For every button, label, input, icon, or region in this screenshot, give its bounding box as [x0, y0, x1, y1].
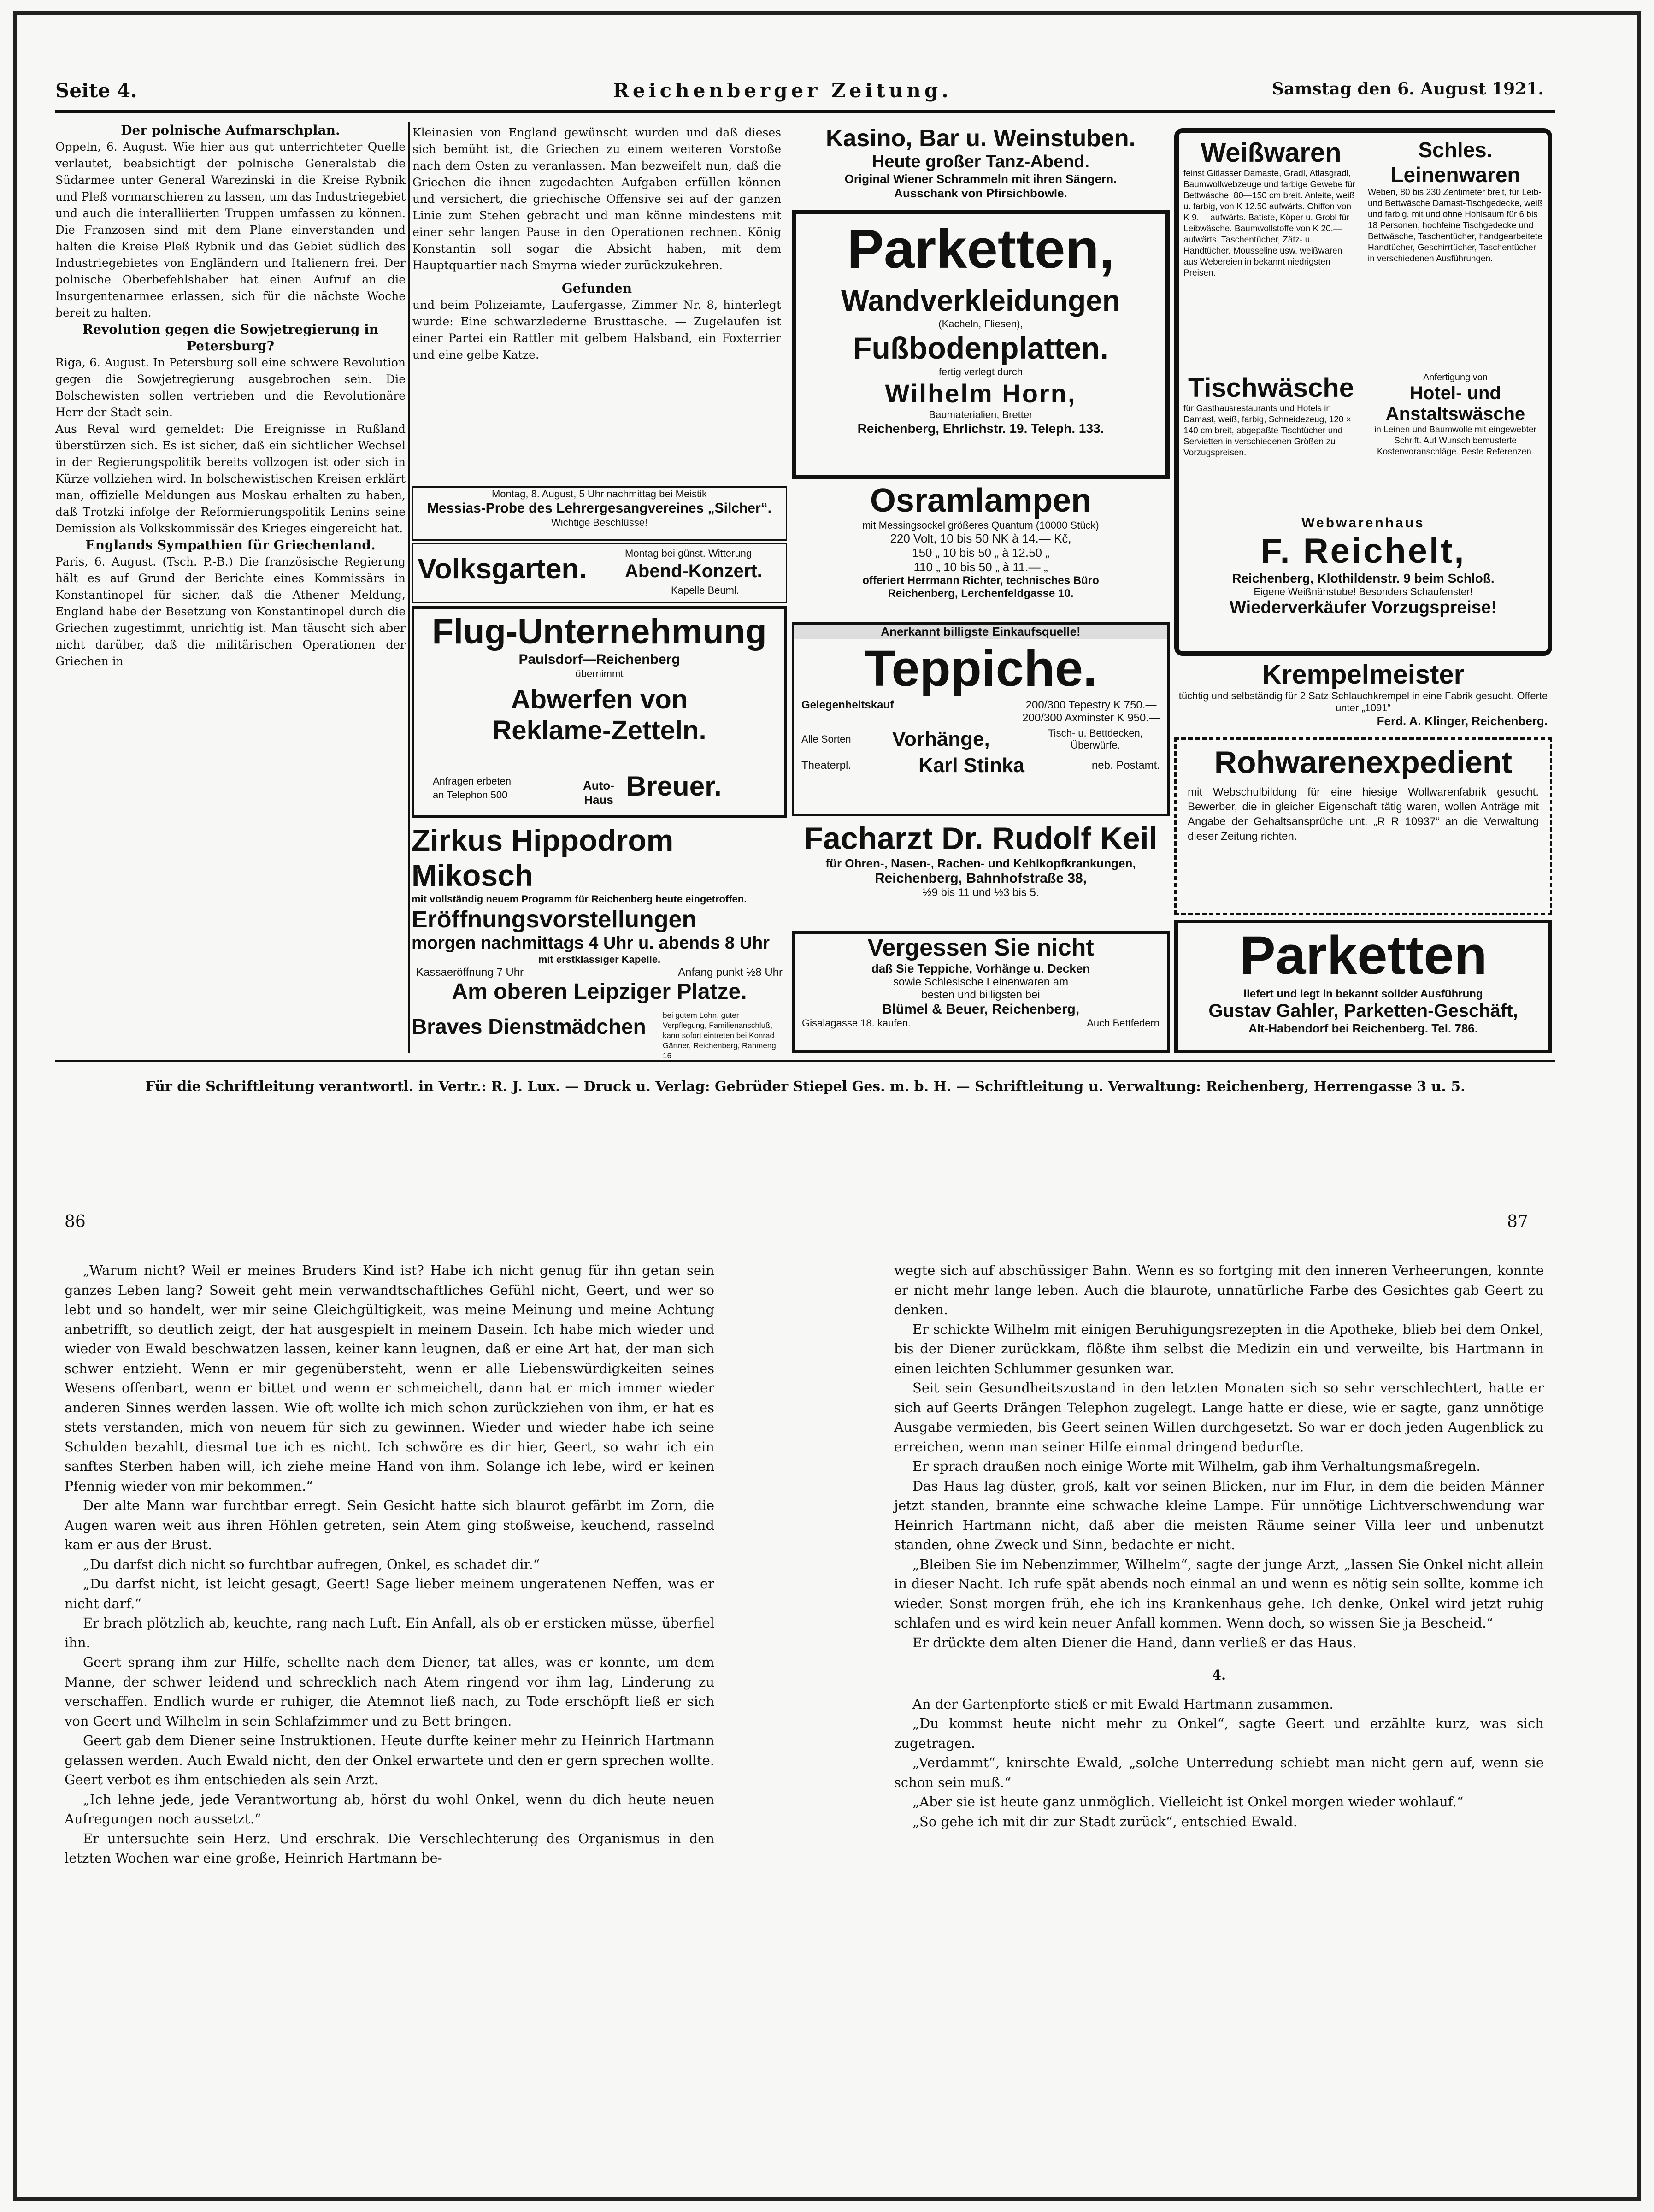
ad-text: Eröffnungsvorstellungen	[412, 906, 697, 933]
ad-parketten-horn	[792, 210, 1170, 479]
ad-text: Fußbodenplatten.	[853, 331, 1108, 365]
ad-osramlampen	[792, 482, 1170, 620]
ad-text: tüchtig und selbständig für 2 Satz Schlauchkrempel in eine Fabrik gesucht. Offerte unter „1091“	[1178, 690, 1548, 714]
news-column-1	[55, 122, 406, 670]
ad-text: Am oberen Leipziger Platze.	[452, 979, 747, 1004]
ad-text: Abend-Konzert.	[625, 561, 762, 581]
ad-text: mit Messingsockel größeres Quantum (10000 Stück)	[862, 519, 1099, 531]
ad-title: Zirkus Hippodrom Mikosch	[412, 823, 674, 892]
ad-leinenwaren	[1368, 137, 1543, 368]
ad-title: Parketten,	[847, 218, 1115, 280]
ad-rohwarenexpedient	[1174, 737, 1552, 915]
ad-text: Original Wiener Schrammeln mit ihren Sängern.	[844, 172, 1117, 186]
ad-text: daß Sie Teppiche, Vorhänge u. Decken	[871, 961, 1090, 975]
headline-gefunden: Gefunden	[561, 281, 632, 296]
chapter-number: 4.	[1212, 1667, 1226, 1683]
novel-paragraph: „Bleiben Sie im Nebenzimmer, Wilhelm“, sagte der junge Arzt, „lassen Sie Onkel nicht allein in dieser Nacht. Ich rufe spät abends noch einmal an und wenn es nötig sein sollte, komme ich wieder. Sonst morgen früh, ehe ich ins Krankenhaus gehe. Ich denke, Onkel wird jetzt ruhig schlafen und es wird kein neuer Anfall kommen. Wenn doch, so wissen Sie ja Bescheid.“	[894, 1556, 1544, 1631]
ad-title: Weißwaren	[1201, 138, 1342, 168]
ad-hotelwaesche	[1368, 372, 1543, 511]
ad-text: Alt-Habendorf bei Reichenberg. Tel. 786.	[1248, 1021, 1478, 1035]
ad-text: Karl Stinka	[918, 754, 1024, 777]
ad-text: Breuer.	[626, 771, 722, 802]
imprint: Für die Schriftleitung verantwortl. in Vertr.: R. J. Lux. — Druck u. Verlag: Gebrüder Stiepel Ges. m. b. H. — Schriftleitung u. Verwaltung: Reichenberg, Herrengasse 3 u. 5.	[145, 1079, 1466, 1095]
ad-tischwaesche	[1183, 372, 1359, 511]
ad-text: neb. Postamt.	[1091, 759, 1160, 772]
headline-polish-plan: Der polnische Aufmarschplan.	[121, 123, 340, 138]
ad-text: Ferd. A. Klinger, Reichenberg.	[1377, 714, 1548, 728]
ad-text: Anfertigung von	[1423, 372, 1488, 383]
ad-text: bei gutem Lohn, guter Verpflegung, Familienanschluß, kann sofort eintreten bei Konrad Gärtner, Reichenberg, Rahmeng. 16	[663, 1011, 778, 1060]
ad-reichelt	[1183, 515, 1543, 640]
page-number-right: 87	[1507, 1212, 1528, 1231]
ad-title: Parketten	[1239, 925, 1487, 986]
ad-text: 200/300 Axminster K 950.—	[1022, 712, 1160, 724]
ad-text: Weben, 80 bis 230 Zentimeter breit, für Leib- und Bettwäsche Damast-Tischgedecke, weiß und farbig, mit und ohne Hohlsaum für 6 bis 18 Personen, hochfeine Tischgedecke und Bettwäsche, Taschentücher, handgearbeitete Handtücher, Geschirrtücher, Taschentücher in verschiedenen Ausführungen.	[1368, 188, 1543, 264]
ad-text: Montag, 8. August, 5 Uhr nachmittag bei Meistik	[491, 488, 707, 500]
novel-paragraph: An der Gartenpforte stieß er mit Ewald Hartmann zusammen.	[912, 1696, 1334, 1712]
ad-text: Reichenberg, Klothildenstr. 9 beim Schloß.	[1232, 571, 1495, 585]
ad-text: Wandverkleidungen	[841, 284, 1120, 317]
ad-flug-unternehmung	[412, 606, 787, 818]
article-text: Paris, 6. August. (Tsch. P.-B.) Die französische Regierung hält es auf Grund der Berichte eines Kommissärs in Konstantinopel für sicher, daß die Athener Meldung, England habe der Besetzung von Konstantinopel durch die Griechen zugestimmt, unrichtig ist. Man täuscht sich aber nicht darüber, daß die militärischen Operationen der Griechen in	[55, 555, 406, 668]
ad-text: Montag bei günst. Witterung	[625, 548, 752, 559]
ad-weisswaren	[1183, 137, 1359, 368]
ad-dienstmaedchen	[412, 1009, 787, 1060]
ad-title: Volksgarten.	[418, 553, 587, 585]
ad-title: Hotel- und Anstaltswäsche	[1385, 383, 1525, 424]
ad-teppiche	[792, 622, 1170, 816]
ad-text: Webwarenhaus	[1301, 515, 1425, 531]
ad-text: Anfang punkt ½8 Uhr	[678, 966, 783, 979]
ad-text: Reichenberg, Lerchenfeldgasse 10.	[888, 587, 1074, 600]
header-rule	[55, 110, 1555, 113]
ad-text: mit vollständig neuem Programm für Reichenberg heute eingetroffen.	[412, 893, 747, 905]
novel-paragraph: Er sprach draußen noch einige Worte mit Wilhelm, gab ihm Verhaltungsmaßregeln.	[912, 1458, 1481, 1474]
ad-text: sowie Schlesische Leinenwaren am	[893, 976, 1069, 988]
ad-text: offeriert Herrmann Richter, technisches Büro	[862, 574, 1099, 587]
ad-text: Heute großer Tanz-Abend.	[871, 152, 1090, 171]
ad-text: Wiederverkäufer Vorzugspreise!	[1230, 598, 1497, 617]
novel-paragraph: Das Haus lag düster, groß, kalt vor seinen Blicken, nur im Flur, in dem die beiden Männer jetzt standen, brannte eine schwache kleine Lampe. Für unnötige Lichtverschwendung war Heinrich Hartmann nicht, daß aber die meisten Räume seiner Villa leer und unbenutzt standen, ohne Zweck und Sinn, bedachte er nicht.	[894, 1478, 1544, 1552]
ad-text: morgen nachmittags 4 Uhr u. abends 8 Uhr	[412, 933, 770, 953]
ad-text: Baumaterialien, Bretter	[929, 409, 1033, 420]
ad-text: Vorhänge,	[892, 728, 990, 750]
ad-volksgarten	[412, 543, 787, 603]
ad-text: feinst Gitlasser Damaste, Gradl, Atlasgradl, Baumwollwebzeuge und farbige Gewebe für Bettwäsche, 80—150 cm breit. Anleite, weiß u. farbig, von K 12.50 aufwärts. Chiffon von K 9.— aufwärts. Batiste, Köper u. Grobl für Leibwäsche. Baumwollstoffe von K 20.— aufwärts. Taschentücher, Zätz- u. Handtücher. Mousseline usw. weißwaren aus Webereien in bekannt niedrigsten Preisen.	[1183, 169, 1355, 278]
ad-text: Reklame-Zetteln.	[492, 715, 706, 745]
ad-text: ½9 bis 11 und ½3 bis 5.	[922, 886, 1039, 899]
ad-zirkus	[412, 823, 787, 1007]
novel-paragraph: Er untersuchte sein Herz. Und erschrak. Die Verschlechterung des Organismus in den letzten Wochen war eine große, Heinrich Hartmann be-	[65, 1830, 714, 1866]
headline-england-greece: Englands Sympathien für Griechenland.	[85, 537, 376, 553]
novel-paragraph: „Du kommst heute nicht mehr zu Onkel“, sagte Geert und erzählte kurz, was sich zugetragen.	[894, 1716, 1544, 1751]
page-number-left: 86	[65, 1212, 86, 1231]
column-rule	[408, 122, 410, 1053]
ad-text: Ausschank von Pfirsichbowle.	[894, 186, 1067, 200]
ad-text: mit Webschulbildung für eine hiesige Wollwarenfabrik gesucht. Bewerber, die in gleicher Eigenschaft tätig waren, wollen Anträge mit Angabe der Gehaltsansprüche unt. „R R 10937“ an die Verwaltung dieser Zeitung richten.	[1188, 786, 1539, 843]
ad-title: Tischwäsche	[1188, 373, 1354, 403]
ad-text: 110 „ 10 bis 50 „ à 11.— „	[913, 560, 1048, 574]
article-text: Kleinasien von England gewünscht wurden und daß dieses sich bemüht ist, die Griechen zu einem weiteren Vorstoße nach dem Osten zu veranlassen. Man bezweifelt nun, daß die Griechen die ihnen zugedachten Aufgaben erfüllen können und versichert, die griechische Offensive sei auf der ganzen Linie zum Stehen gebracht und man könne mindestens mit einer sehr langen Pause in den Operationen rechnen. König Konstantin soll sogar die Absicht haben, mit dem Hauptquartier nach Smyrna wieder zurückzukehren.	[412, 126, 781, 272]
novel-page-right	[894, 1261, 1544, 1831]
ad-text: Gelegenheitskauf	[801, 699, 894, 711]
ad-text: für Gasthausrestaurants und Hotels in Damast, weiß, farbig, Schneidezeug, 120 × 140 cm breit, abgepaßte Tischtücher und Servietten in verschiedenen Größen zu Vorzugspreisen.	[1183, 404, 1351, 458]
ad-parketten-gahler	[1174, 920, 1552, 1053]
ad-text: mit erstklassiger Kapelle.	[538, 954, 661, 965]
ad-messias	[412, 486, 787, 541]
ad-facharzt	[792, 820, 1170, 926]
ad-krempelmeister	[1174, 659, 1552, 733]
ad-vergessen	[792, 931, 1170, 1053]
headline-revolution: Revolution gegen die Sowjetregierung in Petersburg?	[82, 322, 379, 354]
ad-text: 220 Volt, 10 bis 50 NK à 14.— Kč,	[890, 531, 1071, 545]
ad-text: besten und billigsten bei	[921, 989, 1040, 1001]
ad-text: Anfragen erbeten	[433, 775, 512, 787]
ad-text: Auto-Haus	[583, 779, 614, 807]
ad-title: Facharzt Dr. Rudolf Keil	[804, 821, 1158, 856]
ad-title: Messias-Probe des Lehrergesangvereines „Silcher“.	[427, 501, 771, 516]
ad-title: F. Reichelt,	[1260, 531, 1466, 571]
ad-text: in Leinen und Baumwolle mit eingewebter Schrift. Auf Wunsch bemusterte Kostenvoranschläge. Beste Referenzen.	[1374, 425, 1536, 457]
ad-text: Paulsdorf—Reichenberg	[518, 652, 680, 667]
ad-text: Abwerfen von	[511, 684, 688, 714]
novel-paragraph: Der alte Mann war furchtbar erregt. Sein Gesicht hatte sich blaurot gefärbt im Zorn, die Augen waren weit aus ihren Höhlen getreten, sein Atem ging stoßweise, keuchend, rasselnd kam er aus der Brust.	[65, 1498, 714, 1552]
ad-text: Anerkannt billigste Einkaufsquelle!	[794, 625, 1167, 639]
news-column-2	[412, 124, 781, 363]
page-label: Seite 4.	[55, 79, 137, 102]
article-text: und beim Polizeiamte, Laufergasse, Zimmer Nr. 8, hinterlegt wurde: Eine schwarzlederne Brusttasche. — Zugelaufen ist einer Partei ein Rattler mit gelbem Halsband, ein Foxterrier und eine gelbe Katze.	[412, 298, 781, 361]
ad-text: Kapelle Beuml.	[671, 584, 739, 596]
ad-text: Reichenberg, Bahnhofstraße 38,	[874, 871, 1087, 886]
ad-text: Gustav Gahler, Parketten-Geschäft,	[1208, 1001, 1518, 1021]
ad-title: Osramlampen	[870, 482, 1092, 519]
ad-text: Gisalagasse 18. kaufen.	[802, 1017, 911, 1029]
ad-text: 150 „ 10 bis 50 „ à 12.50 „	[912, 546, 1049, 560]
novel-paragraph: Er drückte dem alten Diener die Hand, dann verließ er das Haus.	[912, 1634, 1357, 1651]
ad-text: Reichenberg, Ehrlichstr. 19. Teleph. 133.	[857, 421, 1104, 436]
ad-text: Blümel & Beuer, Reichenberg,	[882, 1002, 1080, 1017]
ad-text: an Telephon 500	[433, 789, 508, 801]
novel-paragraph: Er brach plötzlich ab, keuchte, rang nach Luft. Ein Anfall, als ob er ersticken müsse, überfiel ihn.	[65, 1615, 714, 1651]
novel-paragraph: Seit sein Gesundheitszustand in den letzten Monaten sich so sehr verschlechtert, hatte er sich auf Geerts Drängen Telephon zugelegt. Lange hatte er diese, wie er sagte, ganz unnötige Ausgabe vermieden, bis Geert seinen Willen durchgesetzt. So war er doch jeden Augenblick zu erreichen, wenn man seiner Hilfe einmal dringend bedurfte.	[894, 1380, 1544, 1455]
novel-paragraph: Geert sprang ihm zur Hilfe, schellte nach dem Diener, tat alles, was er konnte, um dem Manne, der schwer leidend und schrecklich nach Atem ringend vor ihm lag, Linderung zu verschaffen. Endlich wurde er ruhiger, die Atemnot ließ nach, zu Tode erschöpft ließ er sich von Geert und Wilhelm in sein Schlafzimmer und zu Bett bringen.	[65, 1654, 714, 1729]
article-text: Oppeln, 6. August. Wie hier aus gut unterrichteter Quelle verlautet, beabsichtigt der polnische Generalstab die Südarmee unter General Warezinski in die Kreise Rybnik und Pleß vormarschieren zu lassen, um das Industriegebiet und auch die interalliierten Truppen umfassen zu können. Die Franzosen sind mit dem Plane einverstanden und halten die Kreise Pleß Rybnik und das Gebiet südlich des Industriegebietes von Engländern und Italienern frei. Der polnische Oberbefehlshaber hat einen Aufruf an die Insurgentenarmee erlassen, sich für die nächste Woche bereit zu halten.	[55, 140, 406, 319]
ad-title: Flug-Unternehmung	[432, 612, 767, 651]
novel-paragraph: „Ich lehne jede, jede Verantwortung ab, hörst du wohl Onkel, wenn du dich heute neuen Aufregungen noch aussetzt.“	[65, 1791, 714, 1827]
issue-date: Samstag den 6. August 1921.	[1272, 79, 1544, 99]
novel-paragraph: Er schickte Wilhelm mit einigen Beruhigungsrezepten in die Apotheke, blieb bei dem Onkel, bis der Diener zurückkam, flößte ihm selbst die Medizin ein und verweilte, bis Hartmann in einen leichten Schlummer gesunken war.	[894, 1321, 1544, 1376]
ad-text: fertig verlegt durch	[938, 366, 1023, 378]
ad-text: liefert und legt in bekannt solider Ausführung	[1243, 988, 1483, 1000]
ad-text: Theaterpl.	[801, 759, 852, 772]
ad-title: Teppiche.	[864, 640, 1097, 697]
ad-title: Krempelmeister	[1262, 660, 1465, 690]
ad-text: Kassaeröffnung 7 Uhr	[416, 966, 524, 979]
ad-title: Rohwarenexpedient	[1214, 745, 1513, 780]
ad-kasino	[792, 124, 1170, 207]
novel-paragraph: „So gehe ich mit dir zur Stadt zurück“, entschied Ewald.	[912, 1813, 1298, 1829]
ad-title: Vergessen Sie nicht	[867, 934, 1094, 961]
paper-title: Reichenberger Zeitung.	[613, 79, 952, 102]
novel-page-left	[65, 1261, 714, 1868]
ad-text: Tisch- u. Bettdecken, Überwürfe.	[1048, 727, 1143, 751]
ad-title: Braves Dienstmädchen	[412, 1015, 646, 1038]
ad-text: Eigene Weißnähstube! Besonders Schaufenster!	[1254, 586, 1473, 597]
novel-paragraph: „Du darfst nicht, ist leicht gesagt, Geert! Sage lieber meinem ungeratenen Neffen, was er nicht darf.“	[65, 1576, 714, 1611]
ad-text: für Ohren-, Nasen-, Rachen- und Kehlkopfkrankungen,	[825, 856, 1136, 870]
ad-text: (Kacheln, Fliesen),	[938, 318, 1023, 330]
ad-reichelt-frame	[1174, 128, 1552, 656]
novel-paragraph: „Aber sie ist heute ganz unmöglich. Vielleicht ist Onkel morgen wieder wohlauf.“	[912, 1794, 1464, 1810]
footer-rule	[55, 1060, 1555, 1062]
novel-paragraph: „Warum nicht? Weil er meines Bruders Kind ist? Habe ich nicht genug für ihn getan sein ganzes Leben lang? Soweit geht mein verwandtschaftliches Gefühl nicht, Geert, und wer so lebt und so handelt, wer mir seine Gleichgültigkeit, was meine Meinung und meine Achtung anbetrifft, so deutlich zeigt, der hat ausgespielt in meinem Dasein. Ich habe mich wieder und wieder von Ewald beschwatzen lassen, keiner kann leugnen, daß er eine Art hat, der man sich schwer entzieht. Wenn er mir gegenübersteht, wenn er alle Liebenswürdigkeiten seines Wesens offenbart, wenn er bittet und wenn er schmeichelt, dann hat er mich immer wieder anderen Sinnes werden lassen. Wie oft wollte ich mich schon zurückziehen von ihm, er hat es stets verstanden, mich von neuem für sich zu gewinnen. Wieder und wieder habe ich seine Schulden bezahlt, diesmal tue ich es nicht. Ich schwöre es dir hier, Geert, so wahr ich ein sanftes Sterben haben will, ich ziehe meine Hand von ihm. Solange ich lebe, wird er keinen Pfennig wieder von mir bekommen.“	[65, 1262, 714, 1494]
novel-paragraph: wegte sich auf abschüssiger Bahn. Wenn es so fortging mit den inneren Verheerungen, konnte er nicht mehr lange leben. Auch die blaurote, unnatürliche Farbe des Gesichtes gab Geert zu denken.	[894, 1262, 1544, 1317]
novel-paragraph: „Verdammt“, knirschte Ewald, „solche Unterredung schiebt man nicht gern auf, wenn sie schon sein muß.“	[894, 1755, 1544, 1790]
ad-text: Auch Bettfedern	[1087, 1017, 1160, 1029]
article-text: Riga, 6. August. In Petersburg soll eine schwere Revolution gegen die Sowjetregierung ausgebrochen sein. Die Bolschewisten sollen vertrieben und die Revolutionäre Herr der Stadt sein.	[55, 356, 406, 419]
ad-text: 200/300 Tepestry K 750.—	[1025, 699, 1157, 711]
ad-text: Wichtige Beschlüsse!	[551, 517, 648, 528]
article-text: Aus Reval wird gemeldet: Die Ereignisse in Rußland überstürzen sich. Es ist sicher, daß ein sichtlicher Wechsel in der Regierungspolitik bereits vollzogen ist oder sich in Kürze vollziehen wird. In bolschewistischen Kreisen erklärt man, offizielle Meldungen aus Moskau erhalten zu haben, daß Trotzki infolge der Reformierungspolitik Lenins seine Demission als Volkskommissär des Krieges eingereicht hat.	[55, 422, 406, 535]
ad-title: Kasino, Bar u. Weinstuben.	[825, 125, 1136, 152]
ad-title: Schles. Leinenwaren	[1390, 138, 1520, 187]
novel-paragraph: Geert gab dem Diener seine Instruktionen. Heute durfte keiner mehr zu Heinrich Hartmann gelassen werden. Auch Ewald nicht, den der Onkel erwartete und den er gern sprechen wollte. Geert verbot es ihm entschieden als sein Arzt.	[65, 1733, 714, 1787]
ad-text: übernimmt	[575, 668, 624, 679]
novel-paragraph: „Du darfst dich nicht so furchtbar aufregen, Onkel, es schadet dir.“	[83, 1556, 540, 1572]
ad-text: Alle Sorten	[801, 733, 851, 745]
ad-text: Wilhelm Horn,	[885, 379, 1077, 408]
